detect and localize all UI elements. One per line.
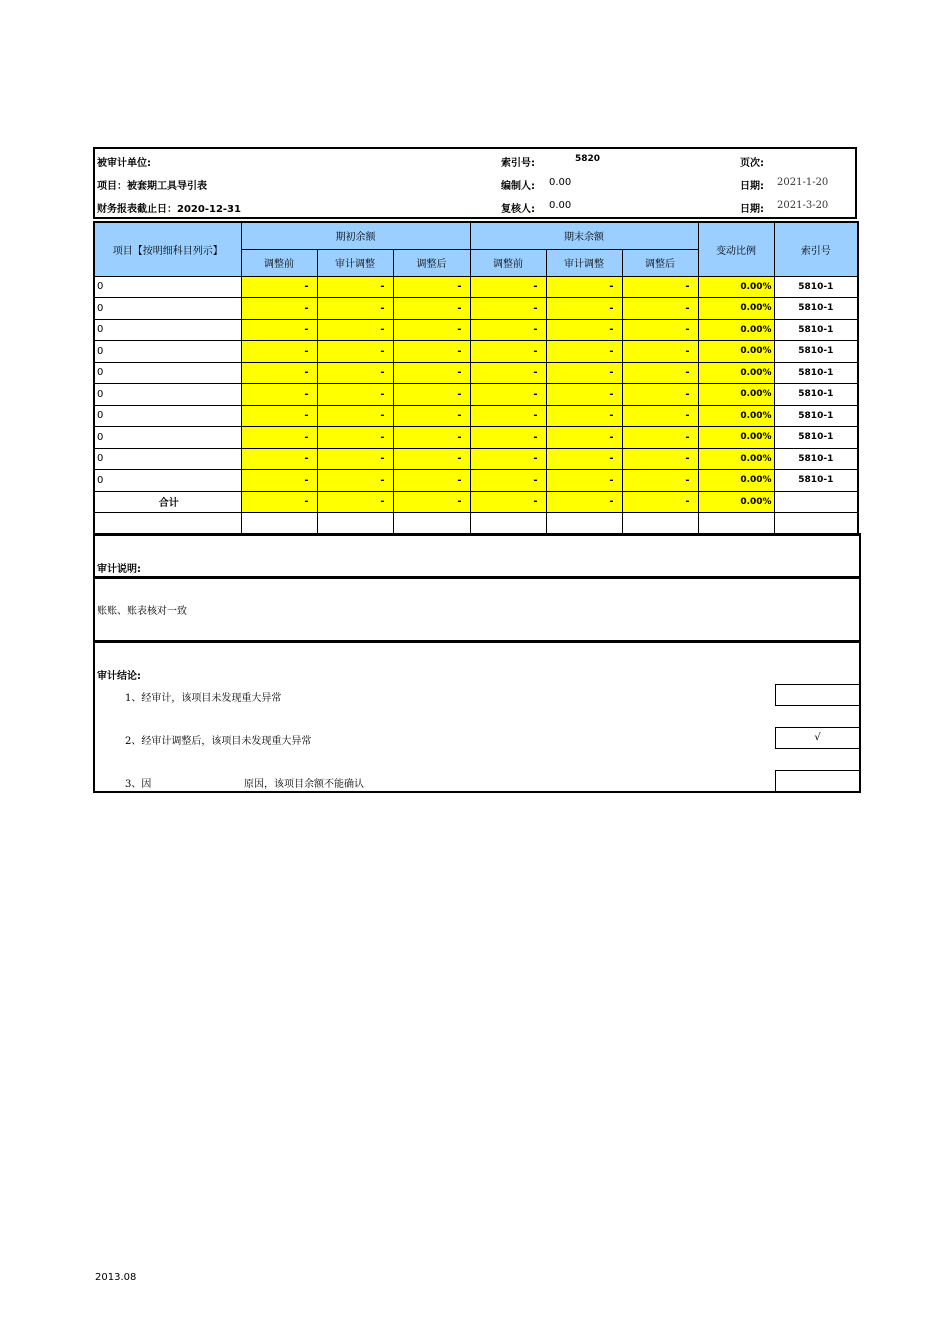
row-value: - bbox=[622, 341, 698, 363]
row-value: - bbox=[546, 470, 622, 492]
row-value: - bbox=[393, 319, 470, 341]
row-item: 0 bbox=[94, 341, 241, 363]
table-row bbox=[94, 470, 858, 492]
row-pct: 0.00% bbox=[698, 405, 774, 427]
row-value: - bbox=[470, 470, 546, 492]
row-pct: 0.00% bbox=[698, 448, 774, 470]
preparer-value: 0.00 bbox=[549, 177, 572, 188]
row-value: - bbox=[546, 448, 622, 470]
row-item: 0 bbox=[94, 298, 241, 320]
row-value: - bbox=[622, 427, 698, 449]
audit-notes-box bbox=[93, 576, 861, 643]
row-value: - bbox=[393, 341, 470, 363]
index-label: 索引号: bbox=[501, 158, 535, 169]
row-value: - bbox=[622, 298, 698, 320]
row-value: - bbox=[546, 427, 622, 449]
row-value: - bbox=[241, 319, 317, 341]
row-value: - bbox=[622, 470, 698, 492]
row-value: - bbox=[241, 341, 317, 363]
row-value: - bbox=[317, 448, 393, 470]
row-value: - bbox=[393, 384, 470, 406]
row-value: - bbox=[317, 341, 393, 363]
row-value: - bbox=[546, 319, 622, 341]
row-value: - bbox=[470, 405, 546, 427]
row-value: - bbox=[393, 362, 470, 384]
total-cell: - bbox=[622, 491, 698, 513]
row-value: - bbox=[317, 384, 393, 406]
sub-after-close: 调整后 bbox=[622, 249, 698, 276]
row-value: - bbox=[317, 405, 393, 427]
row-value: - bbox=[622, 319, 698, 341]
conclusion-check-1[interactable] bbox=[775, 684, 859, 706]
table-row bbox=[94, 341, 858, 363]
row-value: - bbox=[317, 427, 393, 449]
row-value: - bbox=[546, 362, 622, 384]
row-index: 5810-1 bbox=[774, 448, 858, 470]
sub-before-close: 调整前 bbox=[470, 249, 546, 276]
page-label: 页次: bbox=[740, 158, 764, 169]
sub-audit-close: 审计调整 bbox=[546, 249, 622, 276]
row-value: - bbox=[622, 276, 698, 298]
row-index: 5810-1 bbox=[774, 405, 858, 427]
total-cell: - bbox=[546, 491, 622, 513]
row-index: 5810-1 bbox=[774, 298, 858, 320]
col-change-header: 变动比例 bbox=[698, 222, 774, 276]
row-item: 0 bbox=[94, 319, 241, 341]
total-cell: - bbox=[241, 491, 317, 513]
row-value: - bbox=[622, 448, 698, 470]
reviewer-value: 0.00 bbox=[549, 200, 572, 211]
report-date: 财务报表截止日：2020-12-31 bbox=[97, 204, 241, 215]
row-value: - bbox=[317, 298, 393, 320]
row-value: - bbox=[546, 341, 622, 363]
row-value: - bbox=[546, 405, 622, 427]
row-value: - bbox=[622, 384, 698, 406]
row-value: - bbox=[470, 427, 546, 449]
sub-before-open: 调整前 bbox=[241, 249, 317, 276]
audit-notes-title: 审计说明: bbox=[97, 564, 141, 575]
footer-version: 2013.08 bbox=[95, 1272, 137, 1283]
row-value: - bbox=[241, 448, 317, 470]
total-pct: 0.00% bbox=[698, 491, 774, 513]
row-value: - bbox=[546, 276, 622, 298]
date-label-2: 日期: bbox=[740, 204, 764, 215]
table-row bbox=[94, 298, 858, 320]
row-value: - bbox=[241, 427, 317, 449]
row-pct: 0.00% bbox=[698, 362, 774, 384]
row-value: - bbox=[241, 362, 317, 384]
row-item: 0 bbox=[94, 427, 241, 449]
total-cell: - bbox=[470, 491, 546, 513]
row-index: 5810-1 bbox=[774, 276, 858, 298]
row-value: - bbox=[393, 470, 470, 492]
row-value: - bbox=[241, 470, 317, 492]
row-value: - bbox=[622, 405, 698, 427]
row-index: 5810-1 bbox=[774, 362, 858, 384]
row-pct: 0.00% bbox=[698, 470, 774, 492]
row-value: - bbox=[241, 298, 317, 320]
row-value: - bbox=[393, 298, 470, 320]
conclusion-title: 审计结论: bbox=[97, 671, 141, 682]
col-item-header: 项目【按明细科目列示】 bbox=[94, 222, 241, 276]
row-index: 5810-1 bbox=[774, 427, 858, 449]
table-row bbox=[94, 362, 858, 384]
row-item: 0 bbox=[94, 405, 241, 427]
col-index-header: 索引号 bbox=[774, 222, 858, 276]
row-index: 5810-1 bbox=[774, 341, 858, 363]
table-row bbox=[94, 427, 858, 449]
project-label: 项目：被套期工具导引表 bbox=[97, 181, 207, 192]
row-value: - bbox=[546, 384, 622, 406]
row-item: 0 bbox=[94, 362, 241, 384]
row-value: - bbox=[241, 384, 317, 406]
unit-label: 被审计单位: bbox=[97, 158, 151, 169]
balance-table bbox=[93, 221, 859, 536]
row-value: - bbox=[470, 384, 546, 406]
audit-notes-text: 账账、账表核对一致 bbox=[97, 606, 187, 617]
row-pct: 0.00% bbox=[698, 384, 774, 406]
row-value: - bbox=[393, 427, 470, 449]
row-value: - bbox=[470, 448, 546, 470]
row-item: 0 bbox=[94, 448, 241, 470]
table-row bbox=[94, 384, 858, 406]
row-value: - bbox=[317, 470, 393, 492]
conclusion-check-2[interactable]: √ bbox=[775, 727, 859, 749]
conclusion-box bbox=[93, 640, 861, 793]
row-value: - bbox=[470, 341, 546, 363]
reviewer-label: 复核人: bbox=[501, 204, 535, 215]
row-value: - bbox=[470, 298, 546, 320]
conclusion-item-3a: 3、因 bbox=[125, 779, 152, 790]
row-pct: 0.00% bbox=[698, 298, 774, 320]
row-value: - bbox=[317, 276, 393, 298]
conclusion-item-2: 2、经审计调整后，该项目未发现重大异常 bbox=[125, 736, 312, 747]
total-label: 合计 bbox=[94, 491, 241, 513]
col-group-close: 期末余额 bbox=[470, 222, 698, 249]
blank-row bbox=[94, 513, 858, 535]
preparer-label: 编制人: bbox=[501, 181, 535, 192]
row-value: - bbox=[622, 362, 698, 384]
row-pct: 0.00% bbox=[698, 276, 774, 298]
row-value: - bbox=[393, 276, 470, 298]
table-row bbox=[94, 448, 858, 470]
row-index: 5810-1 bbox=[774, 384, 858, 406]
row-index: 5810-1 bbox=[774, 470, 858, 492]
index-value: 5820 bbox=[575, 154, 601, 164]
date-value-2: 2021-3-20 bbox=[777, 200, 829, 211]
conclusion-item-3b: 原因，该项目余额不能确认 bbox=[244, 779, 364, 790]
date-value-1: 2021-1-20 bbox=[777, 177, 829, 188]
sub-audit-open: 审计调整 bbox=[317, 249, 393, 276]
total-row bbox=[94, 491, 858, 513]
row-value: - bbox=[241, 405, 317, 427]
row-value: - bbox=[470, 362, 546, 384]
conclusion-check-3[interactable] bbox=[775, 770, 859, 792]
total-cell: - bbox=[317, 491, 393, 513]
row-value: - bbox=[470, 276, 546, 298]
table-row bbox=[94, 276, 858, 298]
audit-notes-title-box bbox=[93, 533, 861, 579]
row-item: 0 bbox=[94, 470, 241, 492]
row-pct: 0.00% bbox=[698, 341, 774, 363]
row-pct: 0.00% bbox=[698, 319, 774, 341]
row-value: - bbox=[317, 319, 393, 341]
table-row bbox=[94, 319, 858, 341]
row-index: 5810-1 bbox=[774, 319, 858, 341]
row-value: - bbox=[393, 405, 470, 427]
sub-after-open: 调整后 bbox=[393, 249, 470, 276]
row-item: 0 bbox=[94, 384, 241, 406]
row-value: - bbox=[317, 362, 393, 384]
row-value: - bbox=[470, 319, 546, 341]
row-pct: 0.00% bbox=[698, 427, 774, 449]
date-label-1: 日期: bbox=[740, 181, 764, 192]
table-row bbox=[94, 405, 858, 427]
total-cell: - bbox=[393, 491, 470, 513]
row-value: - bbox=[546, 298, 622, 320]
row-value: - bbox=[241, 276, 317, 298]
row-item: 0 bbox=[94, 276, 241, 298]
total-index bbox=[774, 491, 858, 513]
col-group-open: 期初余额 bbox=[241, 222, 470, 249]
doc-header bbox=[93, 147, 857, 219]
conclusion-item-1: 1、经审计，该项目未发现重大异常 bbox=[125, 693, 282, 704]
row-value: - bbox=[393, 448, 470, 470]
